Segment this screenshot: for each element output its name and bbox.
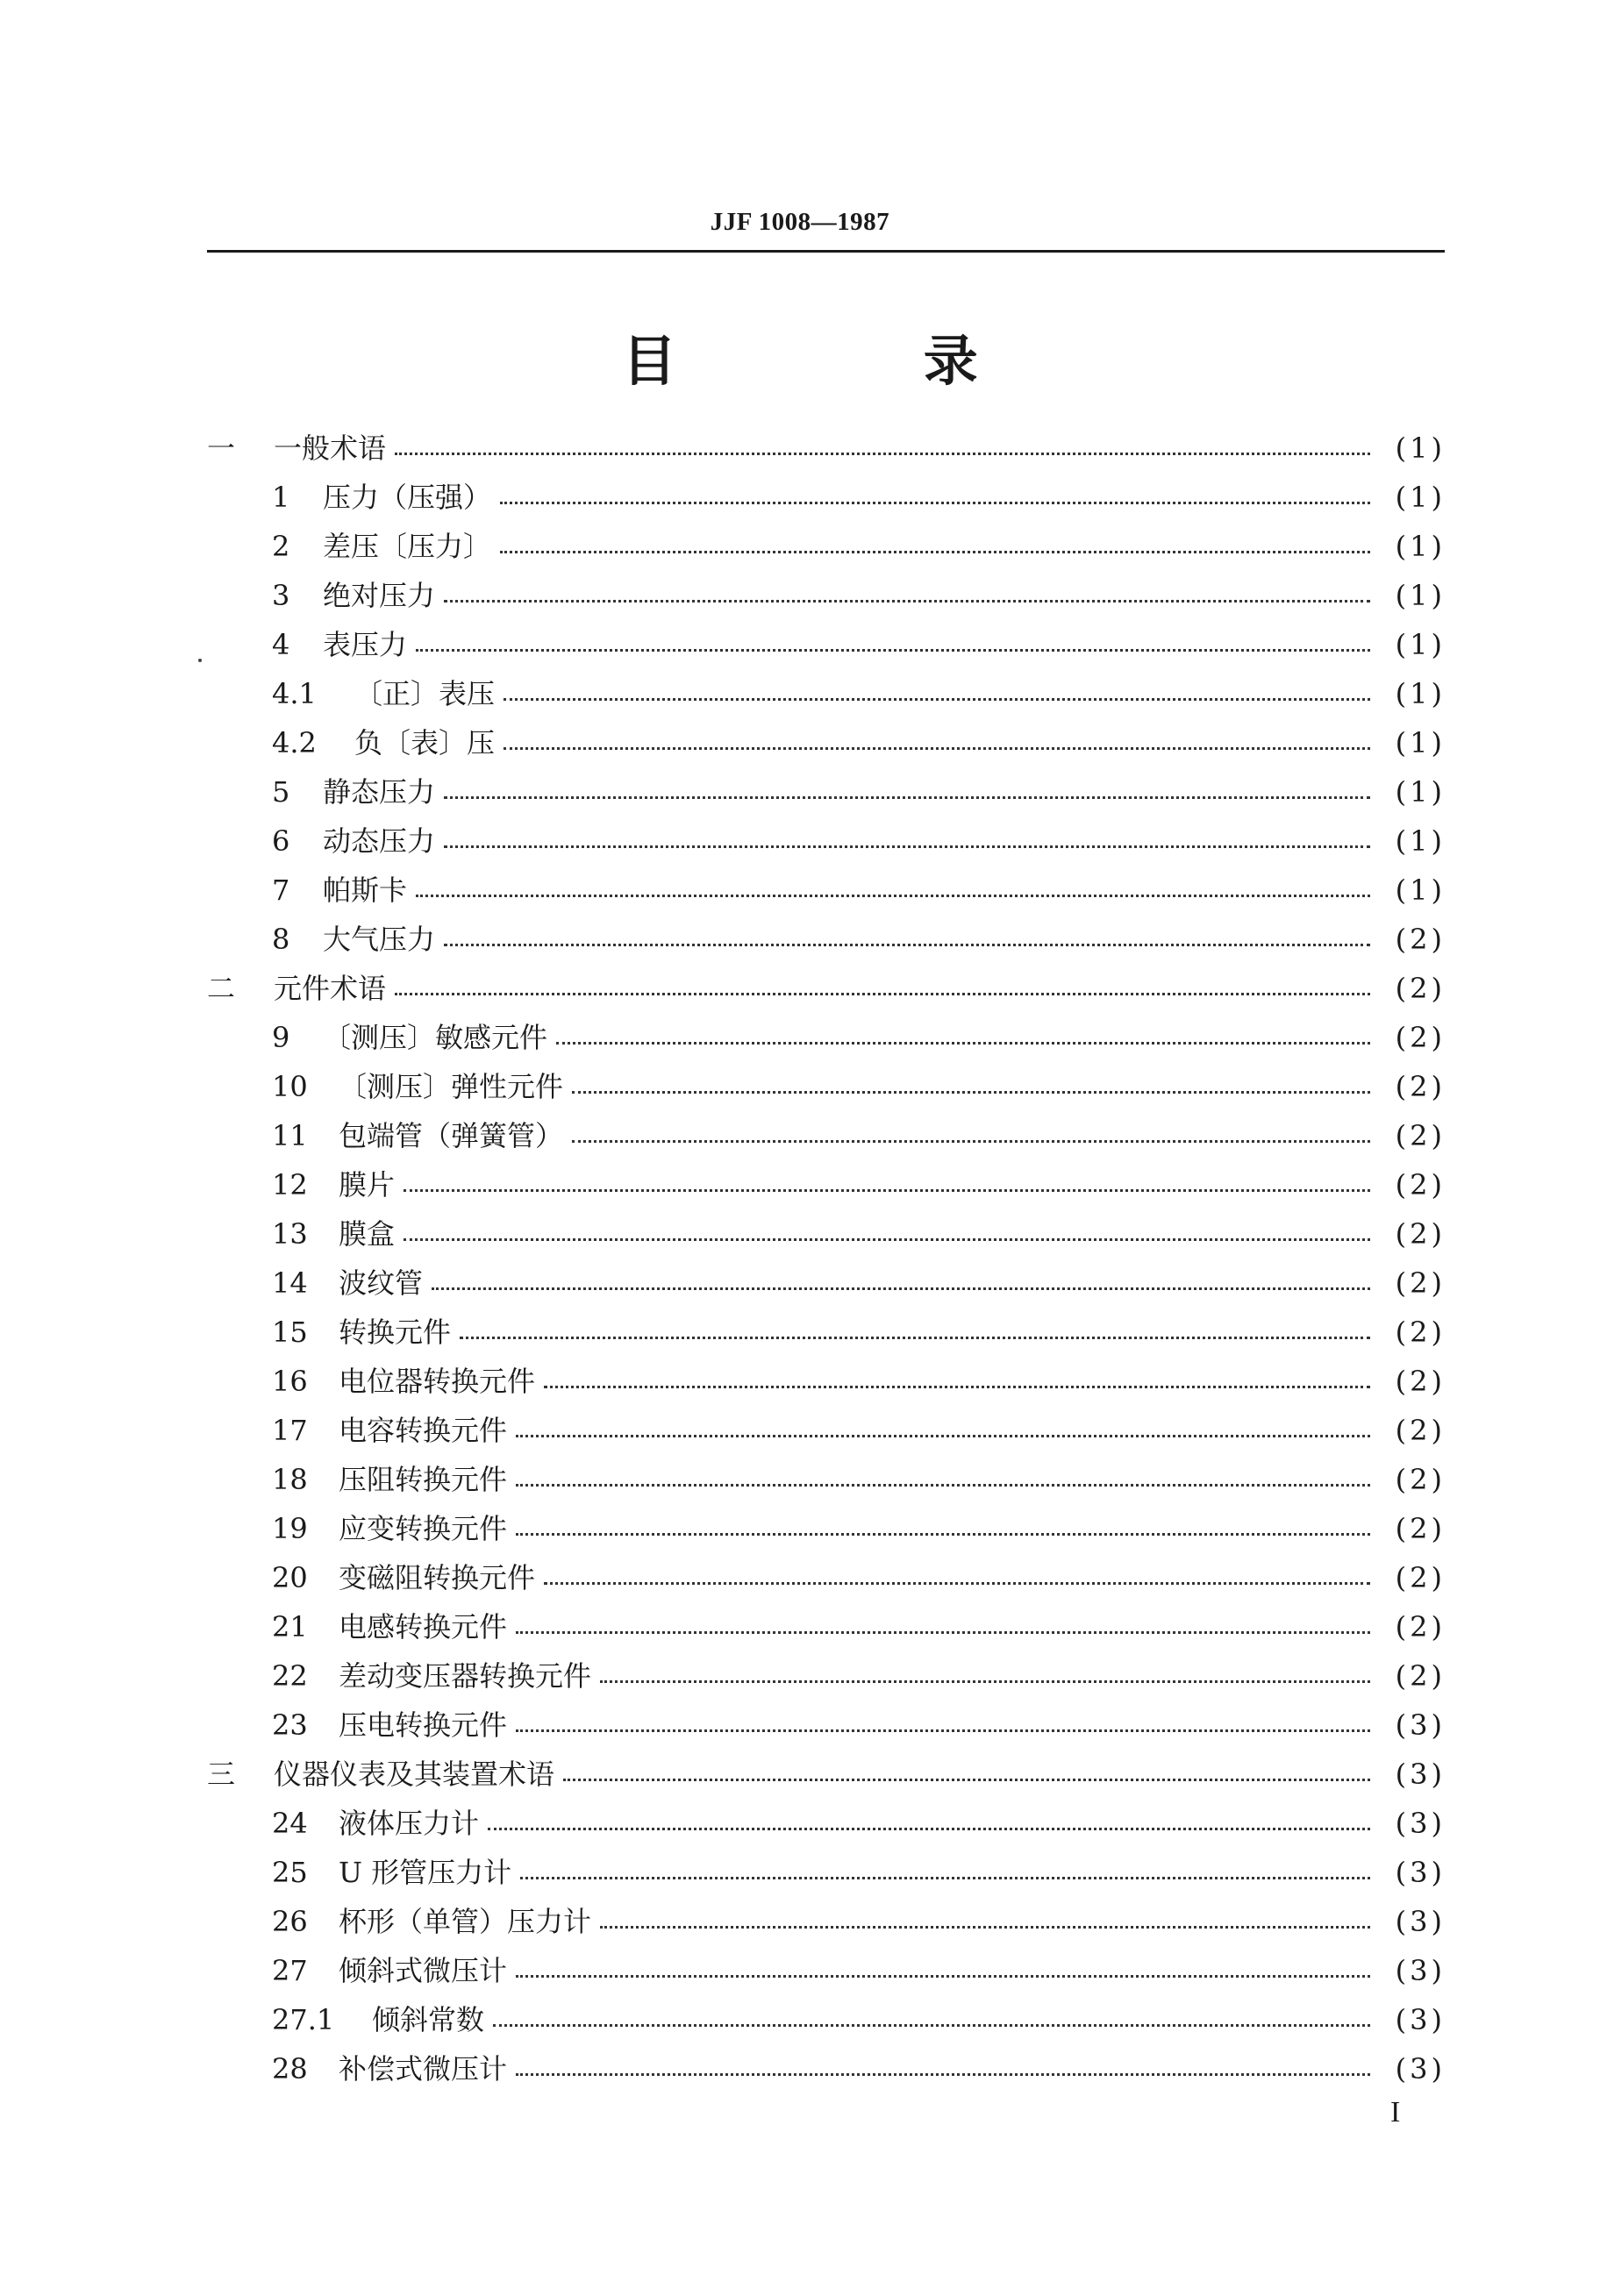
toc-entry-page: (1) bbox=[1395, 824, 1446, 858]
toc-entry-page: (3) bbox=[1395, 1905, 1446, 1938]
toc-entry bbox=[207, 915, 1446, 964]
header-rule bbox=[207, 250, 1445, 253]
toc-entry-number: 4.2 bbox=[272, 726, 317, 759]
toc-entry-number: 16 bbox=[272, 1365, 308, 1398]
toc-entry bbox=[207, 1701, 1446, 1750]
toc-entry-number: 2 bbox=[272, 530, 290, 563]
toc-entry-page: (1) bbox=[1395, 677, 1446, 710]
dot-leader bbox=[516, 1975, 1370, 1978]
toc-entry-label: 膜盒 bbox=[339, 1217, 396, 1251]
page-number: I bbox=[1390, 2096, 1401, 2128]
toc-entry-page: (1) bbox=[1395, 481, 1446, 514]
toc-entry-number: 15 bbox=[272, 1316, 308, 1349]
toc-entry-label: 表压力 bbox=[323, 628, 408, 661]
document-code-header: JJF 1008—1987 bbox=[710, 208, 890, 236]
dot-leader bbox=[395, 993, 1370, 995]
toc-entry bbox=[207, 522, 1446, 571]
toc-entry-label: 应变转换元件 bbox=[339, 1512, 508, 1545]
toc-entry-page: (1) bbox=[1395, 726, 1446, 759]
toc-entry-number: 27 bbox=[272, 1954, 308, 1987]
toc-entry-label: 包端管（弹簧管） bbox=[339, 1119, 564, 1152]
toc-entry bbox=[207, 1111, 1446, 1160]
toc-entry-number: 6 bbox=[272, 824, 290, 858]
page-title: 目 录 bbox=[622, 329, 1092, 393]
toc-entry-label: 绝对压力 bbox=[323, 579, 436, 612]
dot-leader bbox=[432, 1287, 1370, 1290]
toc-entry-page: (2) bbox=[1395, 1463, 1446, 1496]
dot-leader bbox=[504, 747, 1370, 750]
toc-entry bbox=[207, 473, 1446, 522]
toc-entry-page: (1) bbox=[1395, 873, 1446, 907]
toc-entry-page: (2) bbox=[1395, 1119, 1446, 1152]
toc-entry-number: 10 bbox=[272, 1070, 308, 1103]
toc-entry-label: 倾斜式微压计 bbox=[339, 1954, 508, 1987]
toc-entry-page: (3) bbox=[1395, 1758, 1446, 1791]
toc-entry bbox=[207, 1946, 1446, 1995]
toc-entry-label: 杯形（单管）压力计 bbox=[339, 1905, 592, 1938]
toc-entry-number: 9 bbox=[272, 1021, 290, 1054]
toc-entry-number: 二 bbox=[207, 972, 236, 1005]
dot-leader bbox=[516, 1729, 1370, 1732]
toc-entry-page: (1) bbox=[1395, 579, 1446, 612]
toc-entry-label: 〔正〕表压 bbox=[354, 677, 496, 710]
toc-entry-number: 7 bbox=[272, 873, 290, 907]
toc-entry-number: 25 bbox=[272, 1856, 308, 1889]
toc-entry-label: 压力（压强） bbox=[323, 481, 492, 514]
dot-leader bbox=[395, 453, 1370, 455]
toc-entry-label: 仪器仪表及其装置术语 bbox=[274, 1758, 555, 1791]
toc-entry-label: 电位器转换元件 bbox=[339, 1365, 536, 1398]
dot-leader bbox=[556, 1042, 1370, 1045]
toc-entry-number: 18 bbox=[272, 1463, 308, 1496]
toc-entry-number: 27.1 bbox=[272, 2003, 335, 2036]
dot-leader bbox=[600, 1926, 1370, 1929]
toc-entry-label: 〔测压〕弹性元件 bbox=[339, 1070, 564, 1103]
toc-entry-number: 13 bbox=[272, 1217, 308, 1251]
dot-leader bbox=[516, 2073, 1370, 2076]
toc-entry-label: 〔测压〕敏感元件 bbox=[323, 1021, 548, 1054]
toc-entry-page: (1) bbox=[1395, 431, 1446, 465]
dot-leader bbox=[444, 944, 1370, 946]
toc-entry-number: 22 bbox=[272, 1659, 308, 1693]
dot-leader bbox=[416, 895, 1370, 897]
table-of-contents bbox=[207, 424, 1446, 2093]
toc-entry-page: (3) bbox=[1395, 1856, 1446, 1889]
toc-entry-label: 静态压力 bbox=[323, 775, 436, 809]
toc-entry-number: 19 bbox=[272, 1512, 308, 1545]
dot-leader bbox=[516, 1533, 1370, 1536]
toc-entry-label: 转换元件 bbox=[339, 1316, 452, 1349]
toc-entry-label: 液体压力计 bbox=[339, 1807, 480, 1840]
toc-entry-number: 14 bbox=[272, 1266, 308, 1300]
toc-entry-number: 20 bbox=[272, 1561, 308, 1594]
dot-leader bbox=[572, 1140, 1370, 1143]
toc-entry bbox=[207, 1406, 1446, 1455]
toc-entry-page: (3) bbox=[1395, 1954, 1446, 1987]
toc-entry-label: 帕斯卡 bbox=[323, 873, 408, 907]
toc-entry-page: (2) bbox=[1395, 1316, 1446, 1349]
toc-entry-page: (1) bbox=[1395, 530, 1446, 563]
toc-entry-label: 压阻转换元件 bbox=[339, 1463, 508, 1496]
dot-leader bbox=[416, 649, 1370, 652]
dot-leader bbox=[520, 1877, 1370, 1879]
toc-entry-number: 24 bbox=[272, 1807, 308, 1840]
dot-leader bbox=[444, 796, 1370, 799]
dot-leader bbox=[500, 551, 1370, 553]
toc-entry-number: 4.1 bbox=[272, 677, 317, 710]
toc-entry-label: 倾斜常数 bbox=[372, 2003, 485, 2036]
toc-entry-label: 膜片 bbox=[339, 1168, 396, 1201]
toc-entry-label: U 形管压力计 bbox=[339, 1856, 512, 1889]
toc-entry bbox=[207, 669, 1446, 718]
toc-entry-page: (2) bbox=[1395, 1021, 1446, 1054]
toc-entry bbox=[207, 424, 1446, 473]
dot-leader bbox=[404, 1238, 1370, 1241]
toc-entry bbox=[207, 1848, 1446, 1897]
dot-leader bbox=[444, 600, 1370, 603]
dot-leader bbox=[516, 1631, 1370, 1634]
toc-entry bbox=[207, 1062, 1446, 1111]
toc-entry-label: 压电转换元件 bbox=[339, 1708, 508, 1742]
toc-entry bbox=[207, 1995, 1446, 2044]
toc-entry-number: 1 bbox=[272, 481, 290, 514]
toc-entry bbox=[207, 964, 1446, 1013]
toc-entry-page: (2) bbox=[1395, 1512, 1446, 1545]
toc-entry bbox=[207, 1160, 1446, 1209]
toc-entry bbox=[207, 1651, 1446, 1701]
toc-entry-page: (3) bbox=[1395, 2052, 1446, 2086]
toc-entry bbox=[207, 767, 1446, 816]
dot-leader bbox=[504, 698, 1370, 701]
toc-entry-number: 17 bbox=[272, 1414, 308, 1447]
toc-entry-page: (2) bbox=[1395, 1610, 1446, 1644]
toc-entry-label: 差动变压器转换元件 bbox=[339, 1659, 592, 1693]
dot-leader bbox=[488, 1828, 1370, 1830]
toc-entry-number: 一 bbox=[207, 431, 236, 465]
toc-entry bbox=[207, 1357, 1446, 1406]
toc-entry-number: 4 bbox=[272, 628, 290, 661]
toc-entry-page: (2) bbox=[1395, 1659, 1446, 1693]
toc-entry-label: 电感转换元件 bbox=[339, 1610, 508, 1644]
toc-entry-number: 23 bbox=[272, 1708, 308, 1742]
dot-leader bbox=[600, 1680, 1370, 1683]
toc-entry-page: (3) bbox=[1395, 2003, 1446, 2036]
toc-entry-label: 负〔表〕压 bbox=[354, 726, 496, 759]
dot-leader bbox=[500, 502, 1370, 504]
toc-entry bbox=[207, 1504, 1446, 1553]
toc-entry-page: (3) bbox=[1395, 1708, 1446, 1742]
dot-leader bbox=[404, 1189, 1370, 1192]
dot-leader bbox=[563, 1779, 1370, 1781]
toc-entry-page: (2) bbox=[1395, 1414, 1446, 1447]
toc-entry-page: (3) bbox=[1395, 1807, 1446, 1840]
dot-leader bbox=[493, 2024, 1370, 2027]
toc-entry bbox=[207, 2044, 1446, 2093]
toc-entry-label: 补偿式微压计 bbox=[339, 2052, 508, 2086]
toc-entry bbox=[207, 620, 1446, 669]
toc-entry-page: (2) bbox=[1395, 1266, 1446, 1300]
toc-entry-label: 一般术语 bbox=[274, 431, 387, 465]
toc-entry bbox=[207, 816, 1446, 866]
dot-leader bbox=[516, 1435, 1370, 1437]
toc-entry-page: (2) bbox=[1395, 923, 1446, 956]
toc-entry-page: (2) bbox=[1395, 1561, 1446, 1594]
dot-leader bbox=[444, 845, 1370, 848]
toc-entry-label: 动态压力 bbox=[323, 824, 436, 858]
toc-entry-label: 电容转换元件 bbox=[339, 1414, 508, 1447]
dot-leader bbox=[544, 1386, 1370, 1388]
toc-entry bbox=[207, 1750, 1446, 1799]
toc-entry-page: (2) bbox=[1395, 1070, 1446, 1103]
toc-entry bbox=[207, 1455, 1446, 1504]
scan-speck bbox=[198, 659, 202, 662]
toc-entry bbox=[207, 1602, 1446, 1651]
toc-entry-page: (2) bbox=[1395, 1168, 1446, 1201]
toc-entry-number: 21 bbox=[272, 1610, 308, 1644]
toc-entry-number: 3 bbox=[272, 579, 290, 612]
toc-entry-number: 26 bbox=[272, 1905, 308, 1938]
toc-entry-page: (1) bbox=[1395, 628, 1446, 661]
toc-entry bbox=[207, 1259, 1446, 1308]
toc-entry-page: (2) bbox=[1395, 1217, 1446, 1251]
toc-entry-label: 变磁阻转换元件 bbox=[339, 1561, 536, 1594]
toc-entry bbox=[207, 1013, 1446, 1062]
toc-entry-label: 差压〔压力〕 bbox=[323, 530, 492, 563]
dot-leader bbox=[460, 1337, 1370, 1339]
toc-entry-page: (1) bbox=[1395, 775, 1446, 809]
toc-entry bbox=[207, 1799, 1446, 1848]
toc-entry-label: 元件术语 bbox=[274, 972, 387, 1005]
toc-entry-label: 大气压力 bbox=[323, 923, 436, 956]
toc-entry bbox=[207, 866, 1446, 915]
toc-entry bbox=[207, 1553, 1446, 1602]
toc-entry-number: 11 bbox=[272, 1119, 308, 1152]
toc-entry bbox=[207, 1308, 1446, 1357]
toc-entry-number: 8 bbox=[272, 923, 290, 956]
toc-entry-number: 三 bbox=[207, 1758, 236, 1791]
toc-entry bbox=[207, 1897, 1446, 1946]
toc-entry bbox=[207, 718, 1446, 767]
dot-leader bbox=[516, 1484, 1370, 1487]
dot-leader bbox=[544, 1582, 1370, 1585]
toc-entry-label: 波纹管 bbox=[339, 1266, 424, 1300]
toc-entry bbox=[207, 571, 1446, 620]
toc-entry bbox=[207, 1209, 1446, 1259]
toc-entry-page: (2) bbox=[1395, 1365, 1446, 1398]
dot-leader bbox=[572, 1091, 1370, 1094]
toc-entry-number: 28 bbox=[272, 2052, 308, 2086]
toc-entry-page: (2) bbox=[1395, 972, 1446, 1005]
toc-entry-number: 12 bbox=[272, 1168, 308, 1201]
toc-entry-number: 5 bbox=[272, 775, 290, 809]
